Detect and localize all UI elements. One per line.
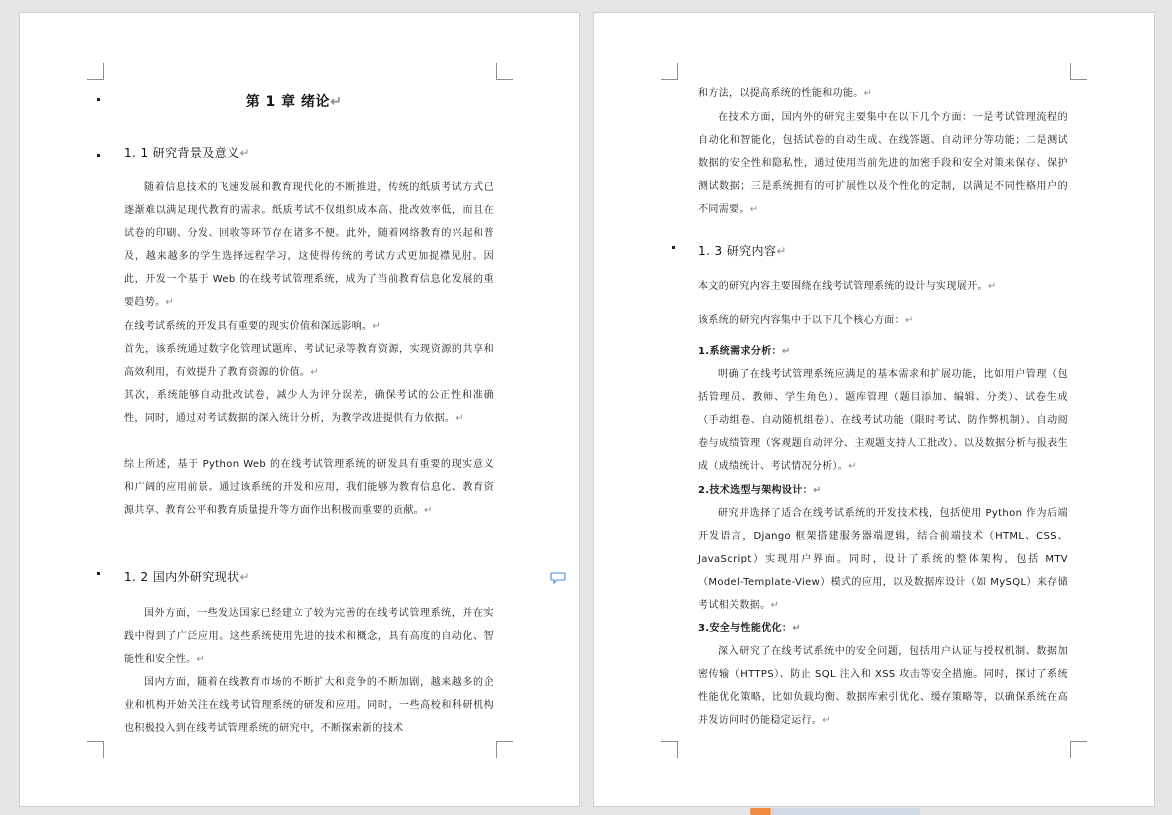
heading-bullet xyxy=(97,572,100,575)
list-item-title[interactable]: 3.安全与性能优化：↵ xyxy=(698,623,801,634)
crop-mark xyxy=(496,63,513,80)
list-item-body[interactable]: 明确了在线考试管理系统应满足的基本需求和扩展功能，比如用户管理（包括管理员、教师、学生角色）、题库管理（题目添加、编辑、分类）、试卷生成（手动组卷、自动随机组卷）、在线考试功能（限时考试、防作弊机制）、自动阅卷与成绩管理（客观题自动评分、主观题支持人工批改）、以及数据分析与报表生成（成绩统计、考试情况分析）。↵ xyxy=(698,369,1068,472)
paragraph[interactable]: 国外方面，一些发达国家已经建立了较为完善的在线考试管理系统，并在实践中得到了广泛应用。这些系统使用先进的技术和概念，具有高度的自动化、智能性和安全性。↵ xyxy=(124,608,494,665)
paragraph[interactable]: 本文的研究内容主要围绕在线考试管理系统的设计与实现展开。↵ xyxy=(698,281,997,292)
list-item-body[interactable]: 深入研究了在线考试系统中的安全问题，包括用户认证与授权机制、数据加密传输（HTTPS）、防止 SQL 注入和 XSS 攻击等安全措施。同时，探讨了系统性能优化策略，比如负载均衡、数据库索引优化、缓存策略等，以确保系统在高并发访问时仍能稳定运行。↵ xyxy=(698,646,1068,726)
paragraph[interactable]: 该系统的研究内容集中于以下几个核心方面：↵ xyxy=(698,315,914,326)
crop-mark xyxy=(661,63,678,80)
section-heading-1-3[interactable]: 1. 3 研究内容↵ xyxy=(698,244,787,258)
heading-bullet xyxy=(672,246,675,249)
document-page-left xyxy=(19,12,580,807)
document-page-right xyxy=(593,12,1155,807)
crop-mark xyxy=(1070,63,1087,80)
heading-bullet xyxy=(97,154,100,157)
paragraph[interactable]: 和方法，以提高系统的性能和功能。↵ xyxy=(698,88,873,99)
paragraph[interactable]: 其次，系统能够自动批改试卷，减少人为评分误差，确保考试的公正性和准确性，同时，通过对考试数据的深入统计分析，为教学改进提供有力依据。↵ xyxy=(124,390,494,424)
taskbar-fragment xyxy=(750,808,920,815)
paragraph[interactable]: 在线考试系统的开发具有重要的现实价值和深远影响。↵ xyxy=(124,321,382,332)
comment-icon[interactable] xyxy=(550,571,566,585)
chapter-title[interactable]: 第 1 章 绪论↵ xyxy=(245,94,343,110)
list-item-title[interactable]: 2.技术选型与架构设计：↵ xyxy=(698,485,822,496)
section-heading-1-2[interactable]: 1. 2 国内外研究现状↵ xyxy=(124,570,250,584)
crop-mark xyxy=(661,741,678,758)
crop-mark xyxy=(87,741,104,758)
crop-mark xyxy=(87,63,104,80)
paragraph[interactable]: 随着信息技术的飞速发展和教育现代化的不断推进，传统的纸质考试方式已逐渐难以满足现代教育的需求。纸质考试不仅组织成本高、批改效率低，而且在试卷的印刷、分发、回收等环节存在诸多不便。此外，随着网络教育的兴起和普及，越来越多的学生选择远程学习，这使得传统的考试方式更加捉襟见肘。因此，开发一个基于 Web 的在线考试管理系统，成为了当前教育信息化发展的重要趋势。↵ xyxy=(124,182,494,308)
heading-bullet xyxy=(97,98,100,101)
paragraph[interactable]: 首先，该系统通过数字化管理试题库、考试记录等教育资源，实现资源的共享和高效利用，有效提升了教育资源的价值。↵ xyxy=(124,344,494,378)
section-heading-1-1[interactable]: 1. 1 研究背景及意义↵ xyxy=(124,146,250,160)
list-item-body[interactable]: 研究并选择了适合在线考试系统的开发技术栈，包括使用 Python 作为后端开发语言，Django 框架搭建服务器端逻辑，结合前端技术（HTML、CSS、JavaScript）实现用户界面。同时，设计了系统的整体架构，包括 MTV（Model-Template-View）模式的应用，以及数据库设计（如 MySQL）来存储考试相关数据。↵ xyxy=(698,508,1068,611)
crop-mark xyxy=(496,741,513,758)
paragraph[interactable]: 在技术方面，国内外的研究主要集中在以下几个方面：一是考试管理流程的自动化和智能化，包括试卷的自动生成、在线答题、自动评分等功能；二是测试数据的安全性和隐私性，通过使用当前先进的加密手段和安全对策来保存、保护测试数据；三是系统拥有的可扩展性以及个性化的定制，以满足不同性格用户的不同需要。↵ xyxy=(698,112,1068,215)
crop-mark xyxy=(1070,741,1087,758)
list-item-title[interactable]: 1.系统需求分析：↵ xyxy=(698,346,791,357)
paragraph[interactable]: 综上所述，基于 Python Web 的在线考试管理系统的研发具有重要的现实意义和广阔的应用前景。通过该系统的开发和应用，我们能够为教育信息化、教育资源共享、教育公平和教育质量提升等方面作出积极而重要的贡献。↵ xyxy=(124,459,494,516)
paragraph[interactable]: 国内方面，随着在线教育市场的不断扩大和竞争的不断加剧，越来越多的企业和机构开始关注在线考试管理系统的研发和应用。同时，一些高校和科研机构也积极投入到在线考试管理系统的研究中，不断探索新的技术 xyxy=(124,677,494,734)
